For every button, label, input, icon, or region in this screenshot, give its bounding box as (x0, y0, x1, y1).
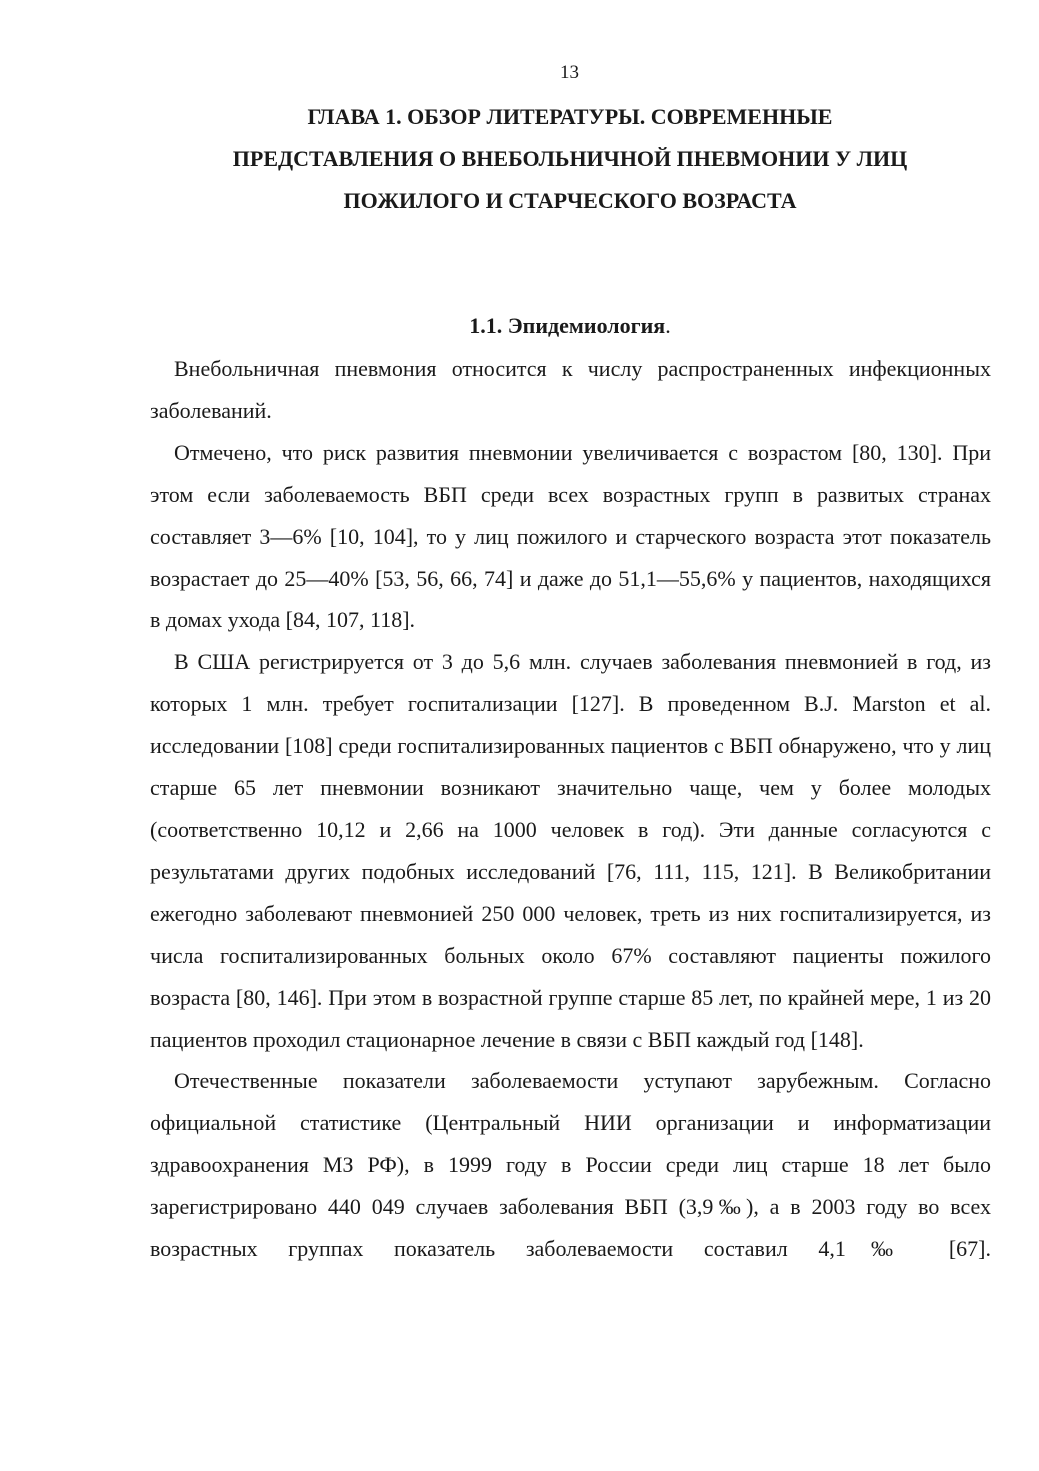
chapter-title-line-1: ГЛАВА 1. ОБЗОР ЛИТЕРАТУРЫ. СОВРЕМЕННЫЕ (307, 104, 833, 129)
chapter-title-line-2: ПРЕДСТАВЛЕНИЯ О ВНЕБОЛЬНИЧНОЙ ПНЕВМОНИИ У ЛИЦ (232, 146, 908, 171)
section-heading (150, 310, 990, 342)
chapter-title (150, 96, 990, 222)
paragraph-2: Отмечено, что риск развития пневмонии увеличивается с возрастом [80, 130]. При этом если заболеваемость ВБП среди всех возрастных групп в развитых странах составляет 3—6% [10, 104], то у лиц пожилого и старческого возраста этот показатель возрастает до 25—40% [53, 56, 66, 74] и даже до 51,1—55,6% у пациентов, находящихся в домах ухода [84, 107, 118]. (150, 439, 991, 633)
section-heading-suffix: . (665, 313, 671, 338)
chapter-title-line-3: ПОЖИЛОГО И СТАРЧЕСКОГО ВОЗРАСТА (343, 188, 797, 213)
paragraph-1: Внебольничная пневмония относится к числу распространенных инфекционных заболеваний. (150, 356, 991, 423)
paragraph-4: Отечественные показатели заболеваемости уступают зарубежным. Согласно официальной статистике (Центральный НИИ организации и информатизации здравоохранения МЗ РФ), в 1999 году в России среди лиц старше 18 лет было зарегистрировано 440 049 случаев заболевания ВБП (3,9‰), а в 2003 году во всех возрастных группах показатель заболеваемости составил 4,1‰ [67]. (150, 1068, 991, 1262)
body-text (150, 348, 991, 1270)
section-heading-text: 1.1. Эпидемиология (469, 313, 666, 338)
page-number: 13 (560, 62, 579, 83)
paragraph-3: В США регистрируется от 3 до 5,6 млн. случаев заболевания пневмонией в год, из которых 1 млн. требует госпитализации [127]. В проведенном B.J. Marston et al. исследовании [108] среди госпитализированных пациентов с ВБП обнаружено, что у лиц старше 65 лет пневмонии возникают значительно чаще, чем у более молодых (соответственно 10,12 и 2,66 на 1000 человек в год). Эти данные согласуются с результатами других подобных исследований [76, 111, 115, 121]. В Великобритании ежегодно заболевают пневмонией 250 000 человек, треть из них госпитализируется, из числа госпитализированных больных около 67% составляют пациенты пожилого возраста [80, 146]. При этом в возрастной группе старше 85 лет, по крайней мере, 1 из 20 пациентов проходил стационарное лечение в связи с ВБП каждый год [148]. (150, 649, 991, 1052)
